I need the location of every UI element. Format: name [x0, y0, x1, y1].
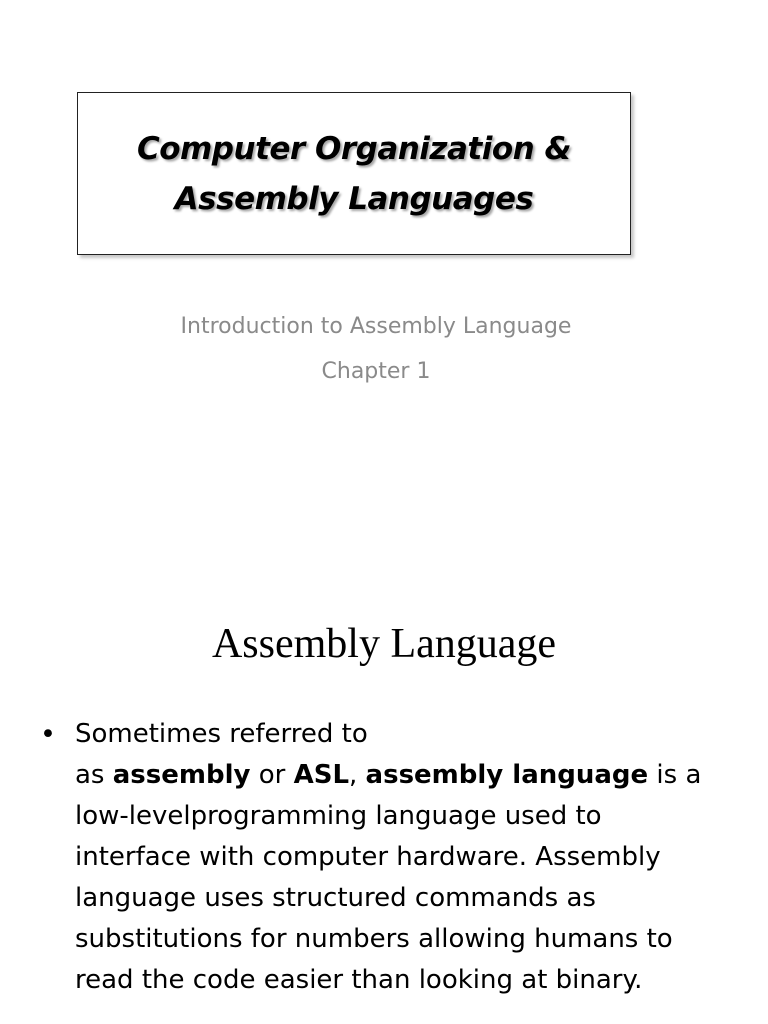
- chapter-label: Chapter 1: [321, 359, 431, 384]
- slide-title-line-1: Computer Organization &: [136, 130, 572, 167]
- bullet-line-1: Sometimes referred to: [75, 719, 368, 749]
- slide-title: [137, 124, 571, 224]
- slide-subtitle: Introduction to Assembly Language: [180, 314, 572, 339]
- text-segment: ,: [349, 760, 366, 790]
- bullet-line-2: [75, 755, 740, 796]
- text-segment: as: [75, 760, 113, 790]
- bullet-line-7: read the code easier than looking at binary.: [75, 965, 643, 995]
- bullet-text: [75, 714, 740, 1001]
- bullet-line-3: low-levelprogramming language used to: [75, 801, 602, 831]
- bold-term-asl: ASL: [293, 760, 350, 790]
- bullet-line-4: interface with computer hardware. Assembly: [75, 842, 661, 872]
- bullet-line-6: substitutions for numbers allowing humans to: [75, 924, 673, 954]
- bullet-icon: •: [40, 719, 56, 750]
- bold-term-assembly: assembly: [112, 760, 251, 790]
- bullet-line-5: language uses structured commands as: [75, 883, 596, 913]
- text-segment: is a: [648, 760, 702, 790]
- bold-term-assembly-language: assembly language: [365, 760, 649, 790]
- title-box: [77, 92, 631, 255]
- text-segment: or: [250, 760, 294, 790]
- section-heading: Assembly Language: [211, 621, 557, 667]
- slide-title-line-2: Assembly Languages: [174, 180, 534, 217]
